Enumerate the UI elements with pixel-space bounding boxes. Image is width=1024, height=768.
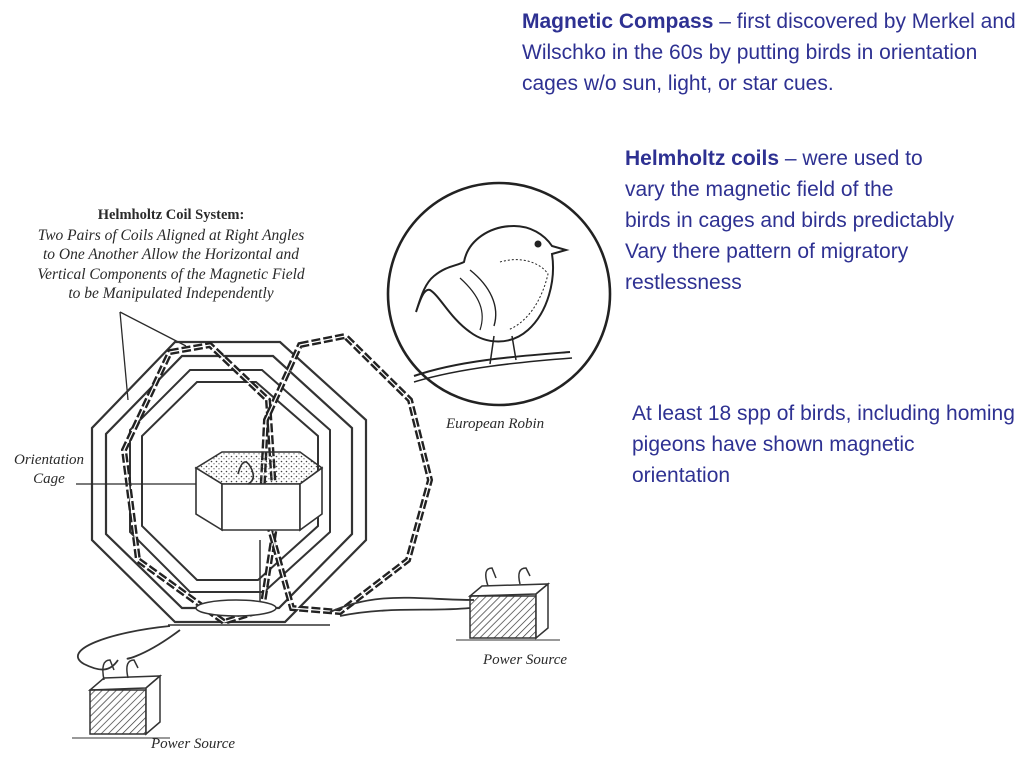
cage-label-line: Orientation (14, 452, 84, 468)
orientation-cage-label (4, 451, 94, 489)
power-source-left-drawing (72, 660, 170, 738)
power-source-left-label: Power Source (151, 736, 236, 752)
orientation-cage (196, 452, 322, 530)
power-source-right-label: Power Source (483, 652, 568, 668)
helmholtz-line: vary the magnetic field of the (625, 178, 894, 201)
magnetic-compass-paragraph (522, 6, 1017, 99)
helmholtz-line: – were used to (779, 147, 923, 170)
cage-label-line: Cage (33, 471, 65, 487)
caption-line: to be Manipulated Independently (68, 285, 274, 302)
helmholtz-coils-heading: Helmholtz coils (625, 147, 780, 170)
european-robin-drawing (388, 183, 610, 405)
helmholtz-line: Vary there pattern of migratory (625, 240, 909, 263)
species-note-paragraph: At least 18 spp of birds, including homing pigeons have shown magnetic orientation (632, 402, 1015, 487)
power-source-right-drawing (456, 568, 560, 640)
caption-line: Vertical Components of the Magnetic Field (37, 265, 305, 283)
magnetic-compass-heading: Magnetic Compass (522, 10, 714, 33)
helmholtz-coils-paragraph (625, 143, 1024, 298)
european-robin-label: European Robin (446, 416, 545, 432)
helmholtz-line: restlessness (625, 271, 742, 294)
figure-caption (12, 206, 330, 304)
caption-title: Helmholtz Coil System: (97, 207, 245, 223)
magnetic-compass-body: – first discovered by Merkel and Wilschko in the 60s by putting birds in orientation cages w/o sun, light, or star cues. (522, 10, 1016, 95)
caption-line: Two Pairs of Coils Aligned at Right Angles (37, 226, 305, 244)
helmholtz-line: birds in cages and birds predictably (625, 209, 955, 232)
caption-line: to One Another Allow the Horizontal and (42, 246, 300, 263)
